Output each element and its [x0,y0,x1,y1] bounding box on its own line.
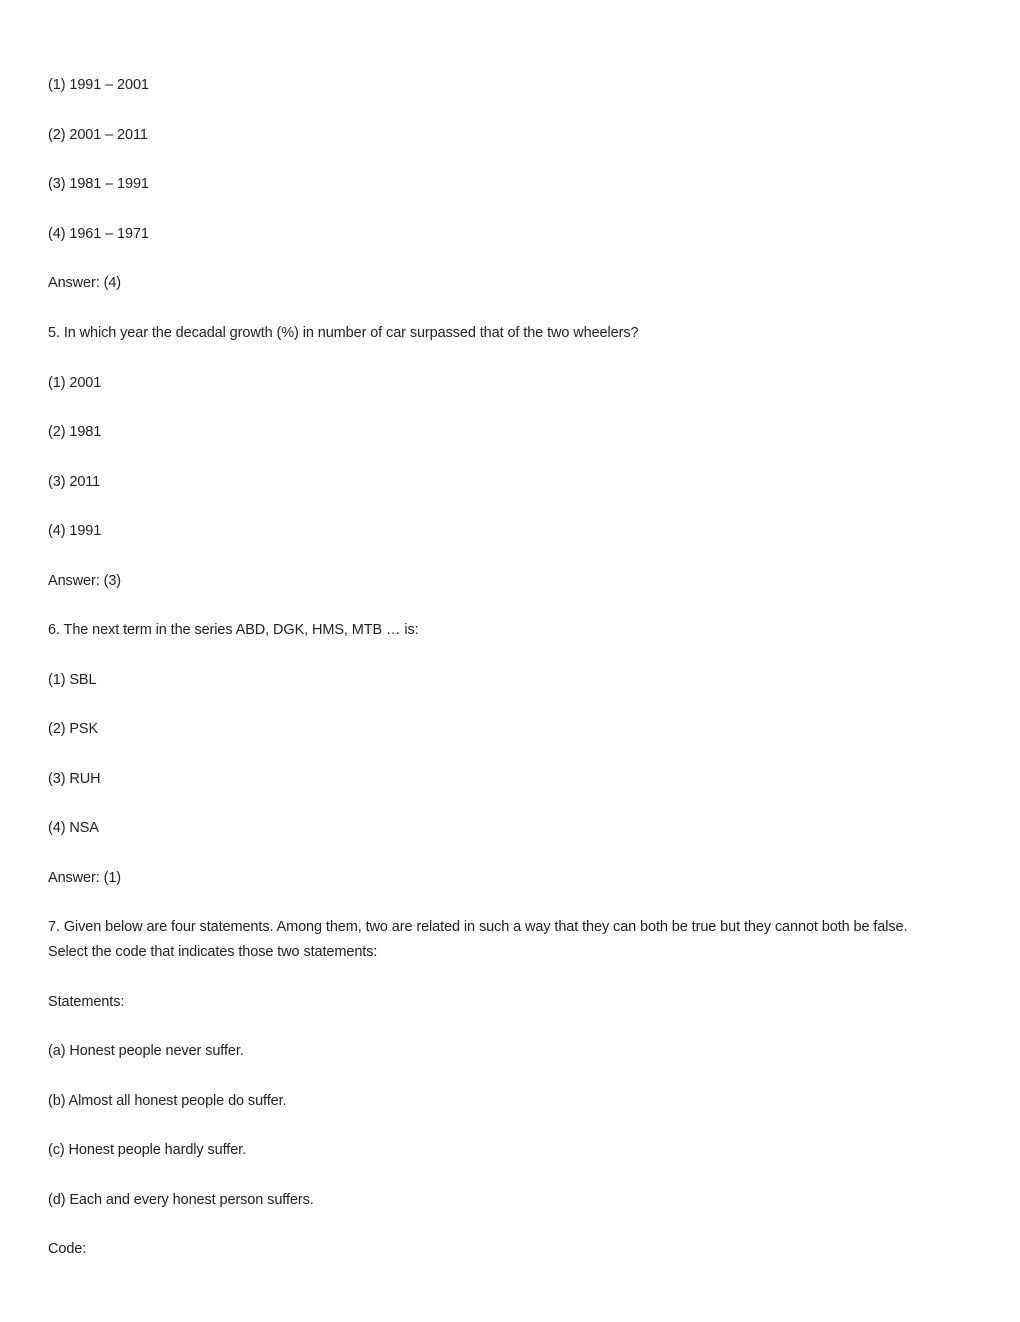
statement-b: (b) Almost all honest people do suffer. [48,1093,287,1109]
question-6: 6. The next term in the series ABD, DGK, HMS, MTB … is: [48,622,419,638]
document-page [48,0,948,1322]
q5-option-2: (2) 1981 [48,424,102,440]
question-7-line-1: 7. Given below are four statements. Among them, two are related in such a way that they can both be true but they cannot both be false. [48,919,908,935]
option-3-decade: (3) 1981 – 1991 [48,176,149,192]
answer-q6: Answer: (1) [48,870,122,886]
statement-a: (a) Honest people never suffer. [48,1043,244,1059]
answer-q4: Answer: (4) [48,275,122,291]
q6-option-4: (4) NSA [48,820,99,836]
q6-option-2: (2) PSK [48,721,99,737]
option-4-decade: (4) 1961 – 1971 [48,226,149,242]
q5-option-4: (4) 1991 [48,523,102,539]
statements-heading: Statements: [48,994,125,1010]
question-5: 5. In which year the decadal growth (%) in number of car surpassed that of the two wheelers? [48,325,639,341]
q5-option-3: (3) 2011 [48,474,101,490]
answer-q5: Answer: (3) [48,573,122,589]
q6-option-1: (1) SBL [48,672,97,688]
option-1-decade: (1) 1991 – 2001 [48,77,149,93]
question-7-line-2: Select the code that indicates those two statements: [48,944,378,960]
statement-d: (d) Each and every honest person suffers. [48,1192,314,1208]
code-heading: Code: [48,1241,87,1257]
statement-c: (c) Honest people hardly suffer. [48,1142,247,1158]
q5-option-1: (1) 2001 [48,375,102,391]
option-2-decade: (2) 2001 – 2011 [48,127,148,143]
q6-option-3: (3) RUH [48,771,101,787]
